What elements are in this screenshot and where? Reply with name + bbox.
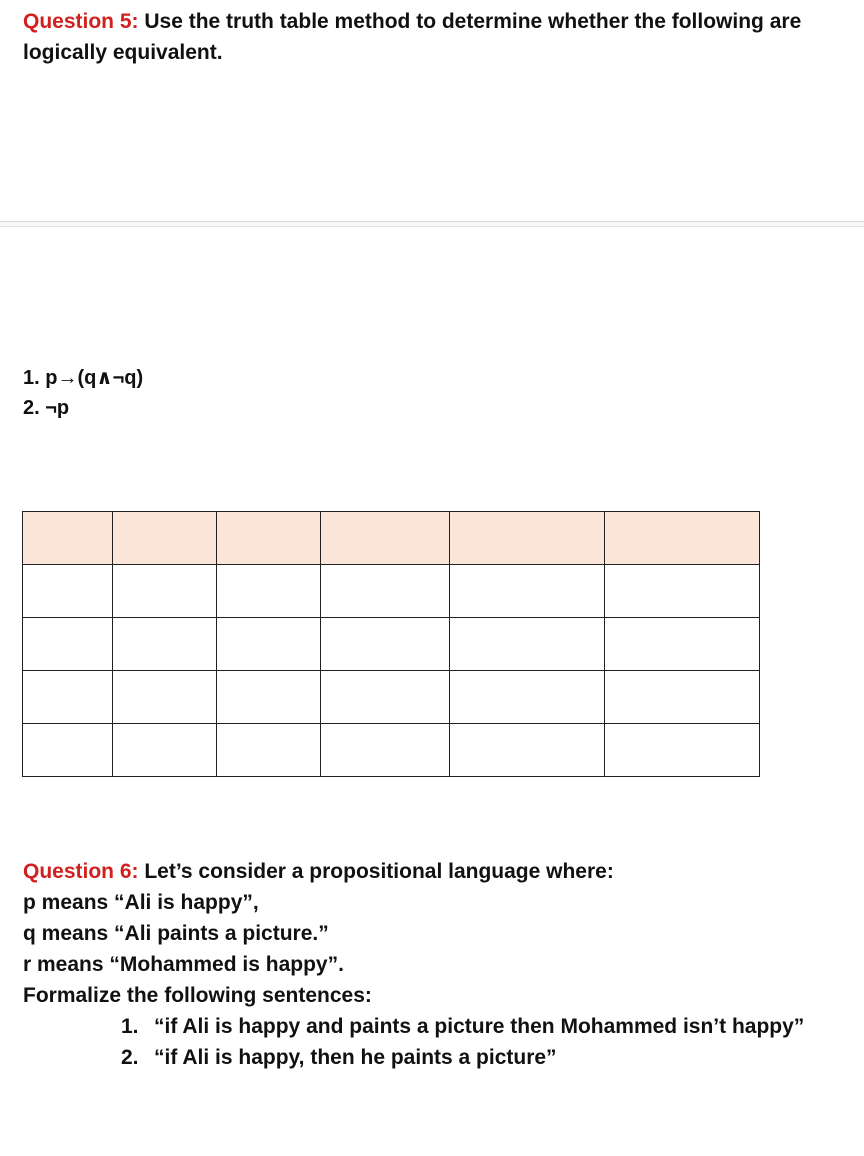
table-cell[interactable] [450, 671, 605, 724]
question-5 [23, 6, 843, 68]
header-cell[interactable] [23, 512, 113, 565]
table-cell[interactable] [321, 724, 450, 777]
question-6-label: Question 6: [23, 860, 139, 883]
header-cell[interactable] [605, 512, 760, 565]
table-cell[interactable] [605, 565, 760, 618]
table-row [23, 724, 760, 777]
table-cell[interactable] [450, 618, 605, 671]
table-cell[interactable] [217, 565, 321, 618]
table-cell[interactable] [217, 671, 321, 724]
table-cell[interactable] [23, 618, 113, 671]
table-row [23, 618, 760, 671]
sentence-list [23, 1011, 843, 1073]
header-cell[interactable] [113, 512, 217, 565]
question-6-text: Let’s consider a propositional language where: [138, 860, 614, 883]
table-cell[interactable] [450, 724, 605, 777]
question-6 [23, 856, 843, 1073]
page-divider [0, 221, 864, 227]
table-cell[interactable] [23, 565, 113, 618]
question-6-heading [23, 856, 843, 887]
table-cell[interactable] [321, 618, 450, 671]
expression-2: 2. ¬p [23, 397, 70, 419]
list-item [23, 1011, 843, 1042]
instruction: Formalize the following sentences: [23, 984, 372, 1007]
table-cell[interactable] [605, 618, 760, 671]
definition-q: q means “Ali paints a picture.” [23, 922, 329, 945]
expression-1: 1. p→(q∧¬q) [23, 367, 144, 389]
list-item [23, 1042, 843, 1073]
table-cell[interactable] [113, 565, 217, 618]
header-cell[interactable] [217, 512, 321, 565]
list-number: 2. [121, 1046, 139, 1069]
table-cell[interactable] [217, 618, 321, 671]
definition-p: p means “Ali is happy”, [23, 891, 259, 914]
header-cell[interactable] [321, 512, 450, 565]
table-cell[interactable] [321, 565, 450, 618]
table-cell[interactable] [605, 671, 760, 724]
table-cell[interactable] [217, 724, 321, 777]
question-5-label: Question 5: [23, 10, 139, 33]
truth-table [22, 511, 760, 777]
expression-list [23, 363, 143, 423]
table-cell[interactable] [113, 618, 217, 671]
header-cell[interactable] [450, 512, 605, 565]
table-row [23, 565, 760, 618]
truth-table-header-row [23, 512, 760, 565]
table-cell[interactable] [113, 671, 217, 724]
table-cell[interactable] [450, 565, 605, 618]
list-number: 1. [121, 1015, 139, 1038]
table-cell[interactable] [321, 671, 450, 724]
question-5-text: Use the truth table method to determine whether the following are logically equivalent. [23, 10, 802, 64]
sentence-text: “if Ali is happy, then he paints a picture” [154, 1046, 557, 1069]
sentence-text: “if Ali is happy and paints a picture then Mohammed isn’t happy” [154, 1015, 805, 1038]
table-cell[interactable] [605, 724, 760, 777]
table-cell[interactable] [23, 671, 113, 724]
definition-r: r means “Mohammed is happy”. [23, 953, 344, 976]
table-cell[interactable] [23, 724, 113, 777]
table-row [23, 671, 760, 724]
table-cell[interactable] [113, 724, 217, 777]
